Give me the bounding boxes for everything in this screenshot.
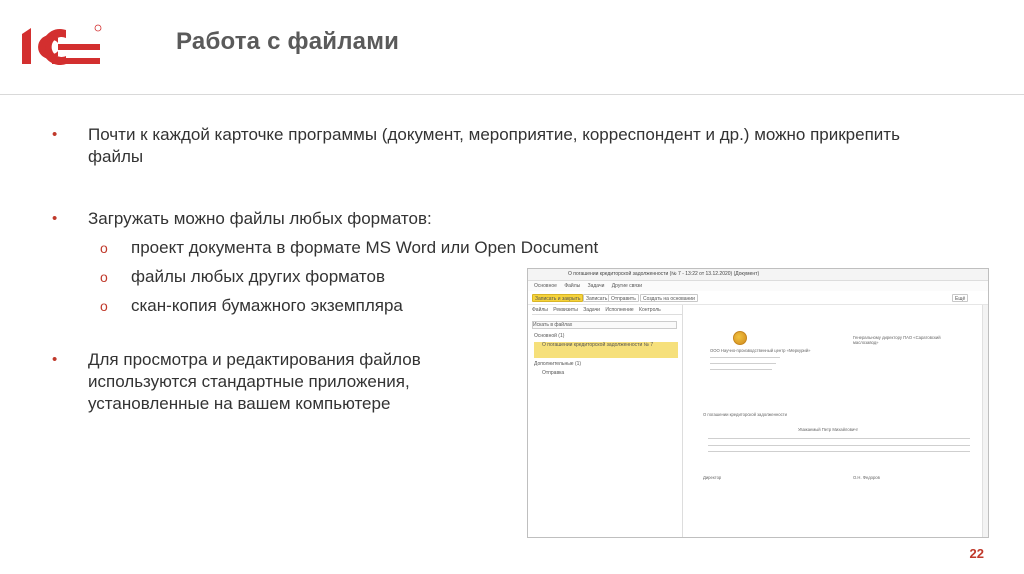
app-screenshot (527, 268, 989, 538)
window-title: О погашении кредиторской задолженности (№ 7 - 13:22 от 13.12.2020) (Документ) (568, 271, 760, 277)
preview-addressee: Генеральному директору ПАО «Саратовский маслозавод» (853, 335, 941, 345)
text-line (710, 369, 772, 370)
bullet-3 (52, 349, 518, 415)
preview-org: ООО Научно-производственный центр «Меркурий» (710, 348, 811, 353)
preview-sign-left: Директор (703, 475, 722, 480)
bullet-3-text: Для просмотра и редактирования файлов используются стандартные приложения, установленные на вашем компьютере (88, 350, 421, 413)
text-line (710, 363, 776, 364)
tab-files[interactable]: Файлы (564, 283, 581, 289)
org-emblem-icon (733, 331, 747, 345)
save-close-button[interactable]: Записать и закрыть (532, 294, 583, 302)
preview-heading: О погашении кредиторской задолженности (703, 412, 787, 417)
sub-item (100, 237, 908, 259)
bullet-1 (52, 124, 908, 168)
file-group-main[interactable]: Основной (1) (534, 333, 565, 339)
files-search-input[interactable]: Искать в файлах (532, 321, 677, 329)
page-number: 22 (969, 546, 984, 561)
text-line (710, 357, 780, 358)
sub-item-text: проект документа в формате MS Word или Open Document (131, 238, 599, 257)
subtab-tasks[interactable]: Задачи (583, 307, 600, 313)
sub-item-text: скан-копия бумажного экземпляра (131, 296, 403, 315)
preview-salutation: Уважаемый Петр Михайлович! (798, 427, 858, 432)
1c-logo (18, 20, 108, 70)
text-line (708, 445, 970, 446)
text-line (708, 438, 970, 439)
file-group-additional[interactable]: Дополнительные (1) (534, 361, 582, 367)
slide-header (0, 0, 1024, 95)
tab-tasks[interactable]: Задачи (587, 283, 605, 289)
files-panel (528, 305, 683, 537)
bullet-1-text: Почти к каждой карточке программы (документ, мероприятие, корреспондент и др.) можно прикрепить файлы (88, 125, 900, 166)
page-title: Работа с файлами (176, 28, 400, 55)
tab-main[interactable]: Основное (534, 283, 557, 289)
sub-bullet-ring: o (100, 269, 108, 285)
header-divider (0, 94, 1024, 95)
sub-item-text: файлы любых других форматов (131, 267, 385, 286)
tab-links[interactable]: Другие связи (611, 283, 643, 289)
bullet-2-text: Загружать можно файлы любых форматов: (88, 209, 432, 228)
sub-bullet-ring: o (100, 298, 108, 314)
subtab-files[interactable]: Файлы (532, 307, 548, 313)
subtab-control[interactable]: Контроль (639, 307, 661, 313)
subtab-execution[interactable]: Исполнение (605, 307, 634, 313)
files-subtabs (532, 307, 682, 315)
more-button[interactable]: Ещё (952, 294, 968, 302)
send-button[interactable]: Отправить (608, 294, 639, 302)
file-row[interactable]: Отправка (542, 370, 565, 376)
file-row-selected[interactable]: О погашении кредиторской задолженности № 7 (534, 342, 678, 358)
window-tabs (528, 281, 988, 291)
window-toolbar (528, 291, 988, 305)
preview-page (688, 315, 978, 535)
preview-sign-right: О.Н. Федоров (853, 475, 880, 480)
sub-bullet-ring: o (100, 240, 108, 256)
subtab-requisites[interactable]: Реквизиты (553, 307, 578, 313)
bullet-dot: • (52, 126, 58, 143)
text-line (708, 451, 970, 452)
window-titlebar (528, 269, 988, 281)
create-based-button[interactable]: Создать на основании (640, 294, 698, 302)
preview-scrollbar[interactable] (982, 305, 988, 537)
save-button[interactable]: Записать (583, 294, 610, 302)
bullet-dot: • (52, 351, 58, 368)
file-preview (688, 305, 988, 537)
bullet-dot: • (52, 210, 58, 227)
